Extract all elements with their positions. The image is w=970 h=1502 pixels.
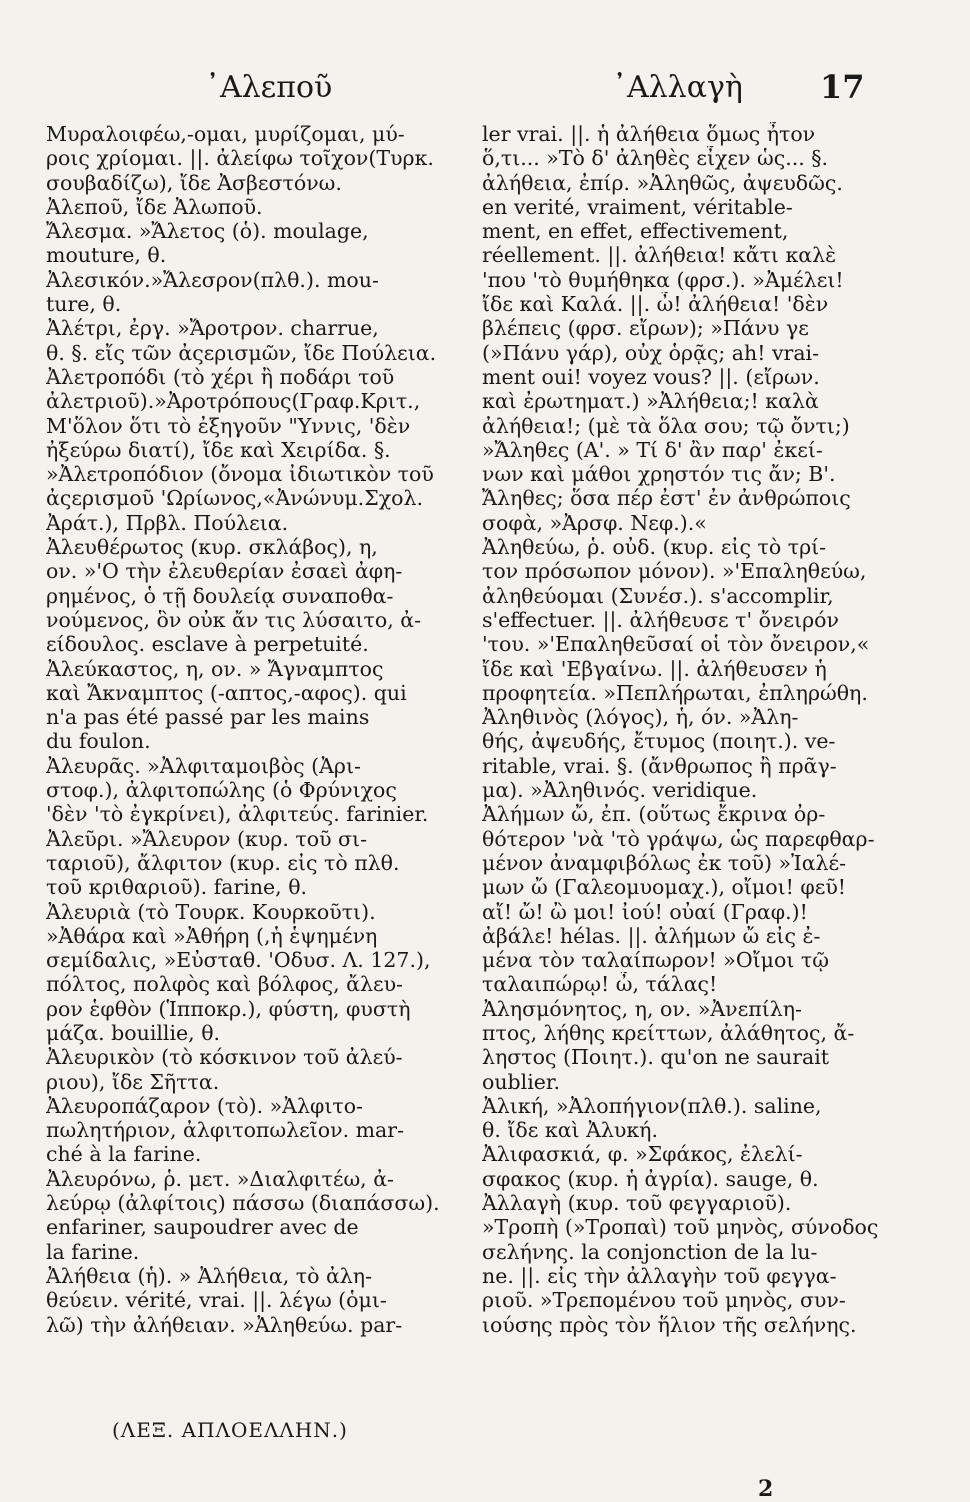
text-line: καὶ Ἄκναμπτος (-απτος,-αφος). qui — [46, 680, 407, 705]
text-line: Ἀλευρόνω, ῥ. μετ. »Διαλφιτέω, ἀ- — [46, 1166, 394, 1191]
text-line: ιούσης πρὸς τὸν ἥλιον τῆς σελήνης. — [482, 1312, 857, 1337]
text-line: Ἀλέτρι, ἐργ. »Ἄροτρον. charrue, — [46, 316, 379, 341]
text-line: σφακος (κυρ. ἡ ἀγρία). sauge, θ. — [482, 1166, 819, 1191]
text-line: σεμίδαλις, »Εὐσταθ. 'Οδυσ. Λ. 127.), — [46, 948, 431, 973]
text-line: »Τροπὴ (»Τροπαὶ) τοῦ μηνὸς, σύνοδος — [482, 1215, 879, 1240]
text-line: τοῦ κριθαριοῦ). farine, θ. — [46, 875, 308, 900]
text-line: προφητεία. »Πεπλήρωται, ἐπληρώθη. — [482, 680, 868, 705]
text-line: νούμενος, ὃν οὐκ ἄν τις λύσαιτο, ἀ- — [46, 607, 421, 632]
text-line: σουβαδίζω), ἴδε Ἀσβεστόνω. — [46, 170, 342, 195]
text-line: Ἀλλαγὴ (κυρ. τοῦ φεγγαριοῦ). — [482, 1191, 792, 1216]
page-header — [0, 62, 970, 122]
text-line: ριοῦ. »Τρεπομένου τοῦ μηνὸς, συν- — [482, 1288, 846, 1313]
text-line: Ἀλήμων ὤ, ἐπ. (οὕτως ἔκρινα ὀρ- — [482, 802, 826, 827]
text-line: σοφὰ, »Ἀρσφ. Νεφ.).« — [482, 510, 707, 535]
text-line: 'δὲν 'τὸ ἐγκρίνει), ἀλφιτεύς. farinier. — [46, 802, 429, 827]
text-line: Ἀλεῦρι. »Ἄλευρον (κυρ. τοῦ σι- — [46, 826, 368, 851]
text-line: ριου), ἴδε Σῆττα. — [46, 1069, 220, 1094]
text-line: στοφ.), ἀλφιτοπώλης (ὁ Φρύνιχος — [46, 778, 397, 803]
text-line: Ἀλεύκαστος, η, ον. » Ἄγναμπτος — [46, 656, 384, 681]
header-left-word: ᾿Αλεποῦ — [205, 70, 333, 105]
text-line: la farine. — [46, 1239, 140, 1264]
text-line: ritable, vrai. §. (ἄνθρωπος ἢ πρᾶγ- — [482, 753, 837, 778]
text-line: en verité, vraiment, véritable- — [482, 194, 793, 219]
text-line: mouture, θ. — [46, 243, 167, 268]
text-line: Ἀλεποῦ, ἴδε Ἀλωποῦ. — [46, 194, 263, 219]
text-line: Ἄλεσμα. »Ἄλετος (ὁ). moulage, — [46, 219, 369, 244]
text-line: τον πρόσωπον μόνον). »'Επαληθεύω, — [482, 559, 867, 584]
text-line: θεύειν. vérité, vrai. ||. λέγω (ὁμι- — [46, 1288, 387, 1313]
text-line: μων ὤ (Γαλεομυομαχ.), οἴμοι! φεῦ! — [482, 875, 847, 900]
text-line: ché à la farine. — [46, 1142, 202, 1167]
text-line: καὶ ἐρωτηματ.) »Ἀλήθεια;! καλὰ — [482, 389, 819, 414]
text-line: »Ἄληθες (Α'. » Τί δ' ἂν παρ' ἐκεί- — [482, 437, 823, 462]
text-line: σελήνης. la conjonction de la lu- — [482, 1239, 818, 1264]
text-line: θ. ἴδε καὶ Ἀλυκή. — [482, 1118, 658, 1143]
text-line: Ἀλησμόνητος, η, ον. »Ἀνεπίλη- — [482, 996, 802, 1021]
text-line: ἴδε καὶ 'Εβγαίνω. ||. ἀλήθευσεν ἡ — [482, 656, 827, 681]
text-line: μάζα. bouillie, θ. — [46, 1020, 221, 1045]
text-line: Ἀλευθέρωτος (κυρ. σκλάβος), η, — [46, 535, 378, 560]
right-column — [482, 122, 894, 1337]
text-line: ταριοῦ), ἄλφιτον (κυρ. εἰς τὸ πλθ. — [46, 850, 400, 875]
text-line: ment oui! voyez vous? ||. (εἴρων. — [482, 364, 820, 389]
text-line: réellement. ||. ἀλήθεια! κἄτι καλὲ — [482, 243, 837, 268]
text-line: ληστος (Ποιητ.). qu'on ne saurait — [482, 1045, 830, 1070]
text-line: ὅ,τι... »Τὸ δ' ἀληθὲς εἶχεν ὡς... §. — [482, 146, 829, 171]
text-line: Ἀλευροπάζαρον (τὸ). »Ἀλφιτο- — [46, 1093, 363, 1118]
text-line: Ἀλετροπόδι (τὸ χέρι ἢ ποδάρι τοῦ — [46, 364, 395, 389]
text-line: ρημένος, ὁ τῇ δουλείᾳ συναποθα- — [46, 583, 394, 608]
text-line: ροις χρίομαι. ||. ἀλείφω τοῖχον(Τυρκ. — [46, 146, 434, 171]
text-line: ἀλήθεια, ἐπίρ. »Ἀληθῶς, ἀψευδῶς. — [482, 170, 843, 195]
text-line: »Ἀθάρα καὶ »Ἀθήρη (,ἡ ἑψημένη — [46, 923, 378, 948]
text-line: ἀλετριοῦ).»Ἀροτρόπους(Γραφ.Κριτ., — [46, 389, 421, 414]
text-line: Ἄληθες; ὅσα πέρ ἐστ' ἐν ἀνθρώποις — [482, 486, 851, 511]
text-line: Ἀλική, »Ἀλοπήγιον(πλθ.). saline, — [482, 1093, 822, 1118]
text-line: »Ἀλετροπόδιον (ὄνομα ἰδιωτικὸν τοῦ — [46, 462, 434, 487]
signature-mark: 2 — [758, 1476, 774, 1502]
page-number: 17 — [820, 68, 865, 106]
text-line: n'a pas été passé par les mains — [46, 705, 370, 730]
text-line: Ἀλήθεια (ἡ). » Ἀλήθεια, τὸ ἀλη- — [46, 1263, 373, 1288]
text-line: πόλτος, πολφὸς καὶ βόλφος, ἄλευ- — [46, 972, 403, 997]
text-line: 'που 'τὸ θυμήθηκα (φρσ.). »Ἀμέλει! — [482, 267, 844, 292]
text-line: μένα τὸν ταλαίπωρον! »Οἴμοι τῷ — [482, 948, 829, 973]
text-line: Ἀληθεύω, ῥ. οὐδ. (κυρ. εἰς τὸ τρί- — [482, 535, 827, 560]
text-line: ἠξεύρω διατί), ἴδε καὶ Χειρίδα. §. — [46, 437, 391, 462]
text-line: s'effectuer. ||. ἀλήθευσε τ' ὄνειρόν — [482, 607, 839, 632]
text-line: είδουλος. esclave à perpetuité. — [46, 632, 369, 657]
text-line: Ἀλεσικόν.»Ἄλεσρον(πλθ.). mou- — [46, 267, 379, 292]
text-line: ἀλήθεια!; (μὲ τὰ ὅλα σου; τῷ ὄντι;) — [482, 413, 850, 438]
text-line: Μ'ὅλον ὅτι τὸ ἐξηγοῦν "Υννις, 'δὲν — [46, 413, 411, 438]
text-line: βλέπεις (φρσ. εἴρων); »Πάνυ γε — [482, 316, 809, 341]
footer-title: (ΛΕΞ. ΑΠΛΟΕΛΛΗΝ.) — [112, 1418, 348, 1442]
text-line: μένον ἀναμφιβόλως ἐκ τοῦ) »Ἰαλέ- — [482, 850, 847, 875]
text-line: νων καὶ μάθοι χρηστόν τις ἄν; Β'. — [482, 462, 836, 487]
text-line: oublier. — [482, 1069, 560, 1094]
text-line: Ἀληθινὸς (λόγος), ἡ, όν. »Ἀλη- — [482, 705, 799, 730]
text-line: ον. »'Ο τὴν ἐλευθερίαν ἐσαεὶ ἀφη- — [46, 559, 403, 584]
text-line: πτος, λήθης κρείττων, ἀλάθητος, ἄ- — [482, 1020, 855, 1045]
text-line: πωλητήριον, ἀλφιτοπωλεῖον. mar- — [46, 1118, 404, 1143]
text-line: ne. ||. εἰς τὴν ἀλλαγὴν τοῦ φεγγα- — [482, 1263, 837, 1288]
text-line: ἀβάλε! hélas. ||. ἀλήμων ὤ εἰς ἐ- — [482, 923, 821, 948]
text-line: ment, en effet, effectivement, — [482, 219, 789, 244]
left-column — [46, 122, 456, 1337]
header-right-word: ᾿Αλλαγὴ — [612, 70, 743, 105]
text-line: enfariner, saupoudrer avec de — [46, 1215, 359, 1240]
text-line: ler vrai. ||. ἡ ἀλήθεια ὅμως ἦτον — [482, 122, 816, 146]
text-line: 'του. »'Επαληθεῦσαί οἱ τὸν ὄνειρον,« — [482, 632, 870, 657]
text-line: ἀςερισμοῦ 'Ωρίωνος,«Ἀνώνυμ.Σχολ. — [46, 486, 423, 511]
text-line: Ἀλευριὰ (τὸ Τουρκ. Κουρκοῦτι). — [46, 899, 376, 924]
text-line: αἴ! ὤ! ὢ μοι! ἰού! οὐαί (Γραφ.)! — [482, 899, 808, 924]
text-line: ἴδε καὶ Καλά. ||. ὦ! ἀλήθεια! 'δὲν — [482, 292, 829, 317]
text-line: ἀληθεύομαι (Συνέσ.). s'accomplir, — [482, 583, 834, 608]
text-line: Ἀλευρᾶς. »Ἀλφιταμοιβὸς (Ἀρι- — [46, 753, 361, 778]
text-line: du foulon. — [46, 729, 151, 754]
text-line: Μυραλοιφέω,-ομαι, μυρίζομαι, μύ- — [46, 122, 405, 146]
text-line: ture, θ. — [46, 292, 122, 317]
text-line: θής, ἀψευδής, ἔτυμος (ποιητ.). ve- — [482, 729, 836, 754]
text-line: λεύρῳ (ἀλφίτοις) πάσσω (διαπάσσω). — [46, 1191, 440, 1216]
text-line: (»Πάνυ γάρ), οὐχ ὁρᾷς; ah! vrai- — [482, 340, 820, 365]
text-line: ρον ἑφθὸν (Ἱπποκρ.), φύστη, φυστὴ — [46, 996, 411, 1021]
text-line: ταλαιπώρῳ! ὦ, τάλας! — [482, 972, 718, 997]
text-line: Ἀλευρικὸν (τὸ κόσκινον τοῦ ἀλεύ- — [46, 1045, 403, 1070]
text-line: θότερον 'νὰ 'τὸ γράψω, ὡς παρεφθαρ- — [482, 826, 875, 851]
text-line: μα). »Ἀληθινός. veridique. — [482, 778, 758, 803]
text-line: θ. §. εἴς τῶν ἀςερισμῶν, ἴδε Πούλεια. — [46, 340, 437, 365]
text-line: Ἀράτ.), Πρβλ. Πούλεια. — [46, 510, 289, 535]
text-line: Ἀλιφασκιά, φ. »Σφάκος, ἐλελί- — [482, 1142, 803, 1167]
text-line: λῶ) τὴν ἀλήθειαν. »Ἀληθεύω. par- — [46, 1312, 403, 1337]
